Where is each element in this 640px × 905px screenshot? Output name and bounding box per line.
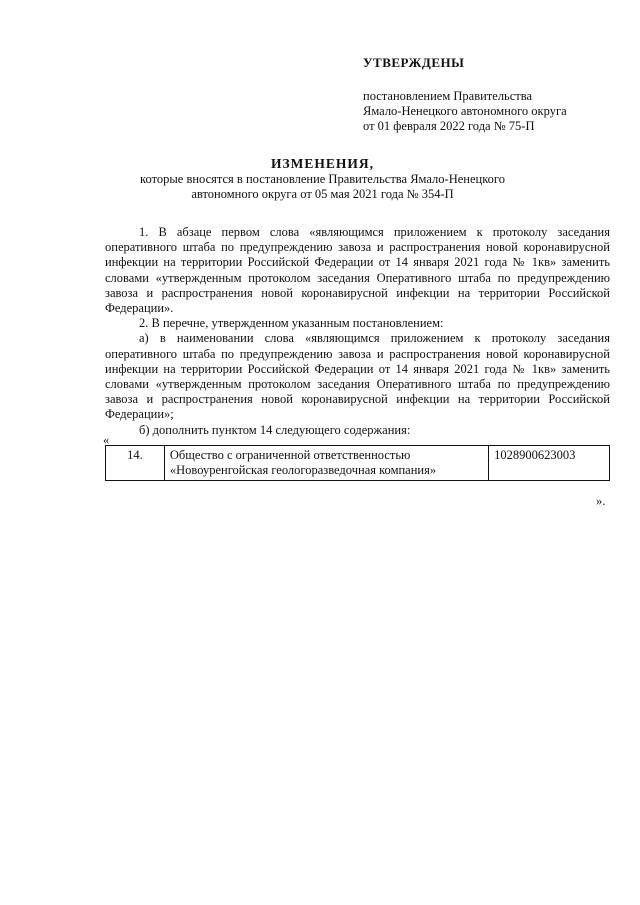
insertion-table	[105, 445, 610, 481]
document-subtitle-line-2: автономного округа от 05 мая 2021 года № 354-П	[191, 187, 454, 201]
table-row	[106, 446, 610, 481]
paragraph-1: 1. В абзаце первом слова «являющимся приложением к протоколу заседания оперативного штаба по предупреждению завоза и распространения новой коронавирусной инфекции на территории Российской Федерации от 14 января 2021 года № 1кв» заменить словами «утвержденным протоколом заседания Оперативного штаба по предупреждению завоза и распространения новой коронавирусной инфекции на территории Российской Федерации».	[105, 225, 610, 316]
paragraph-2: 2. В перечне, утвержденном указанным постановлением:	[139, 316, 444, 331]
paragraph-2b: б) дополнить пунктом 14 следующего содержания:	[139, 422, 411, 437]
approval-line-2: Ямало-Ненецкого автономного округа	[363, 104, 567, 118]
ogrn-code-cell: 1028900623003	[489, 446, 610, 481]
approval-block	[363, 55, 623, 134]
table-close-quote: ».	[596, 494, 606, 508]
approval-title: УТВЕРЖДЕНЫ	[363, 55, 465, 70]
document-title: ИЗМЕНЕНИЯ,	[270, 156, 374, 171]
document-body	[105, 225, 610, 438]
document-subtitle-line-1: которые вносятся в постановление Правительства Ямало-Ненецкого	[140, 172, 505, 186]
paragraph-2a: а) в наименовании слова «являющимся приложением к протоколу заседания оперативного штаба по предупреждению завоза и распространения новой коронавирусной инфекции на территории Российской Федерации от 14 января 2021 года № 1кв» заменить словами «утвержденным протоколом заседания Оперативного штаба по предупреждению завоза и распространения новой коронавирусной инфекции на территории Российской Федерации»;	[105, 331, 610, 422]
approval-line-1: постановлением Правительства	[363, 89, 533, 103]
document-heading	[90, 155, 555, 202]
organization-name-cell: Общество с ограниченной ответственностью «Новоуренгойская геологоразведочная компания»	[164, 446, 488, 481]
approval-line-3: от 01 февраля 2022 года № 75-П	[363, 119, 535, 133]
table-open-quote: «	[103, 433, 110, 447]
row-number-cell: 14.	[106, 446, 165, 481]
